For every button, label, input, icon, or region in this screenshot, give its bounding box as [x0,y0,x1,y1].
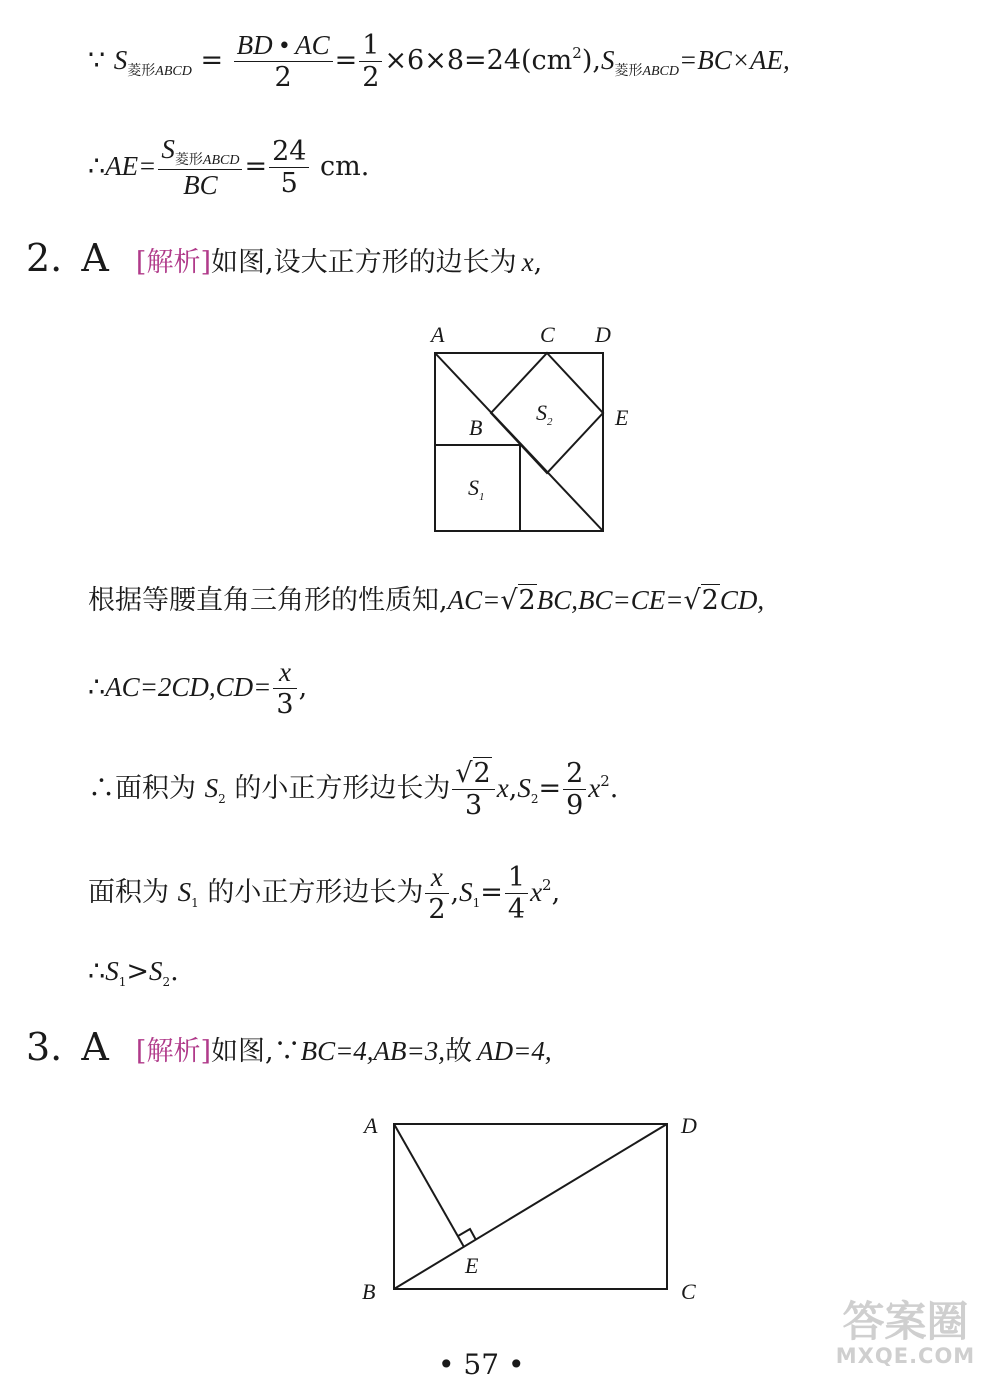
q1-line1: ∵ $S_{菱形ABCD}$ = $\frac{BD • AC}{2}$ = $\frac{1}{2}$ $\times 6\times 8=24(cm^2),S_{菱形ABCD}=BC\times AE$, [88,30,790,94]
q2-label-s1: $S_1$ [468,475,485,503]
q3-header: 3. A [解析]如图,∵BC=4,AB=3,故 AD=4, [26,1025,552,1069]
fraction-one-half: $\frac{1}{2}$ [359,30,382,93]
fraction-x-over-3: $\frac{x}{3}$ [273,657,296,720]
q2-analysis-tag: [解析] [135,247,211,278]
q3-label-d: D [681,1113,697,1138]
q2-label-d: D [595,322,611,347]
q2-line3: ∴面积为 $S_2$ 的小正方形边长为 $\frac{√2}{3}$ $x,S_2=$ $\frac{2}{9}$ $x^2$. [88,758,619,822]
q2-line2: ∴AC=2CD,CD= $\frac{x}{3}$ , [88,657,308,721]
therefore-symbol: ∴ [88,151,106,183]
bc-times-ae: =BC×AE, [679,45,790,76]
fraction-24-over-5: $\frac{24}{5}$ [269,136,309,199]
fraction-1-over-4: $\frac{1}{4}$ [505,862,528,925]
q2-label-e: E [615,405,629,430]
q3-label-e: E [465,1253,479,1278]
q2-figure-squares [420,315,640,540]
watermark-logo [818,1297,993,1369]
q3-label-a: A [364,1113,378,1138]
rhombus-subscript: 菱形ABCD [127,63,192,80]
area-symbol: S [113,45,128,76]
because-symbol: ∵ [88,45,106,77]
q2-answer: A [81,236,109,280]
q3-label-c: C [681,1279,696,1304]
fraction-bd-ac-over-2: $\frac{BD • AC}{2}$ [234,30,333,93]
fraction-sqrt2-over-3: $\frac{√2}{3}$ [452,758,494,821]
q2-conclusion: $\therefore S_1>S_2$. [88,956,179,989]
q2-label-s2: $S_2$ [536,400,553,428]
q1-line2: ∴AE= $\frac{S_{菱形ABCD}}{BC}$ = $\frac{24}{5}$ cm. [88,134,370,201]
q2-line1: 根据等腰直角三角形的性质知,AC=√2BC,BC=CE=√2CD, [88,585,765,616]
q2-number: 2. [26,236,63,280]
q2-label-b: B [469,415,483,440]
watermark-top: 答案圈 [842,1297,969,1346]
page-number: • 57 • [438,1348,525,1381]
fraction-area-over-bc: $\frac{S_{菱形ABCD}}{BC}$ [158,134,242,201]
fraction-x-over-2: $\frac{x}{2}$ [425,862,448,925]
watermark-bottom: MXQE.COM [835,1344,976,1369]
q2-header: 2. A [解析]如图,设大正方形的边长为 x, [26,236,543,280]
q2-label-c: C [540,322,555,347]
q2-label-a: A [431,322,445,347]
q3-figure-rectangle [355,1105,715,1310]
product-expression: ×6×8=24(cm [384,45,573,77]
q3-number: 3. [26,1025,63,1069]
q2-line4: 面积为 $S_1$ 的小正方形边长为 $\frac{x}{2}$ $,S_1=$ $\frac{1}{4}$ $x^2$, [88,862,561,926]
q3-label-b: B [362,1279,376,1304]
fraction-2-over-9: $\frac{2}{9}$ [563,758,586,821]
q3-answer: A [81,1025,109,1069]
q3-analysis-tag: [解析] [135,1036,211,1067]
sqrt-2: √2 [500,585,536,616]
